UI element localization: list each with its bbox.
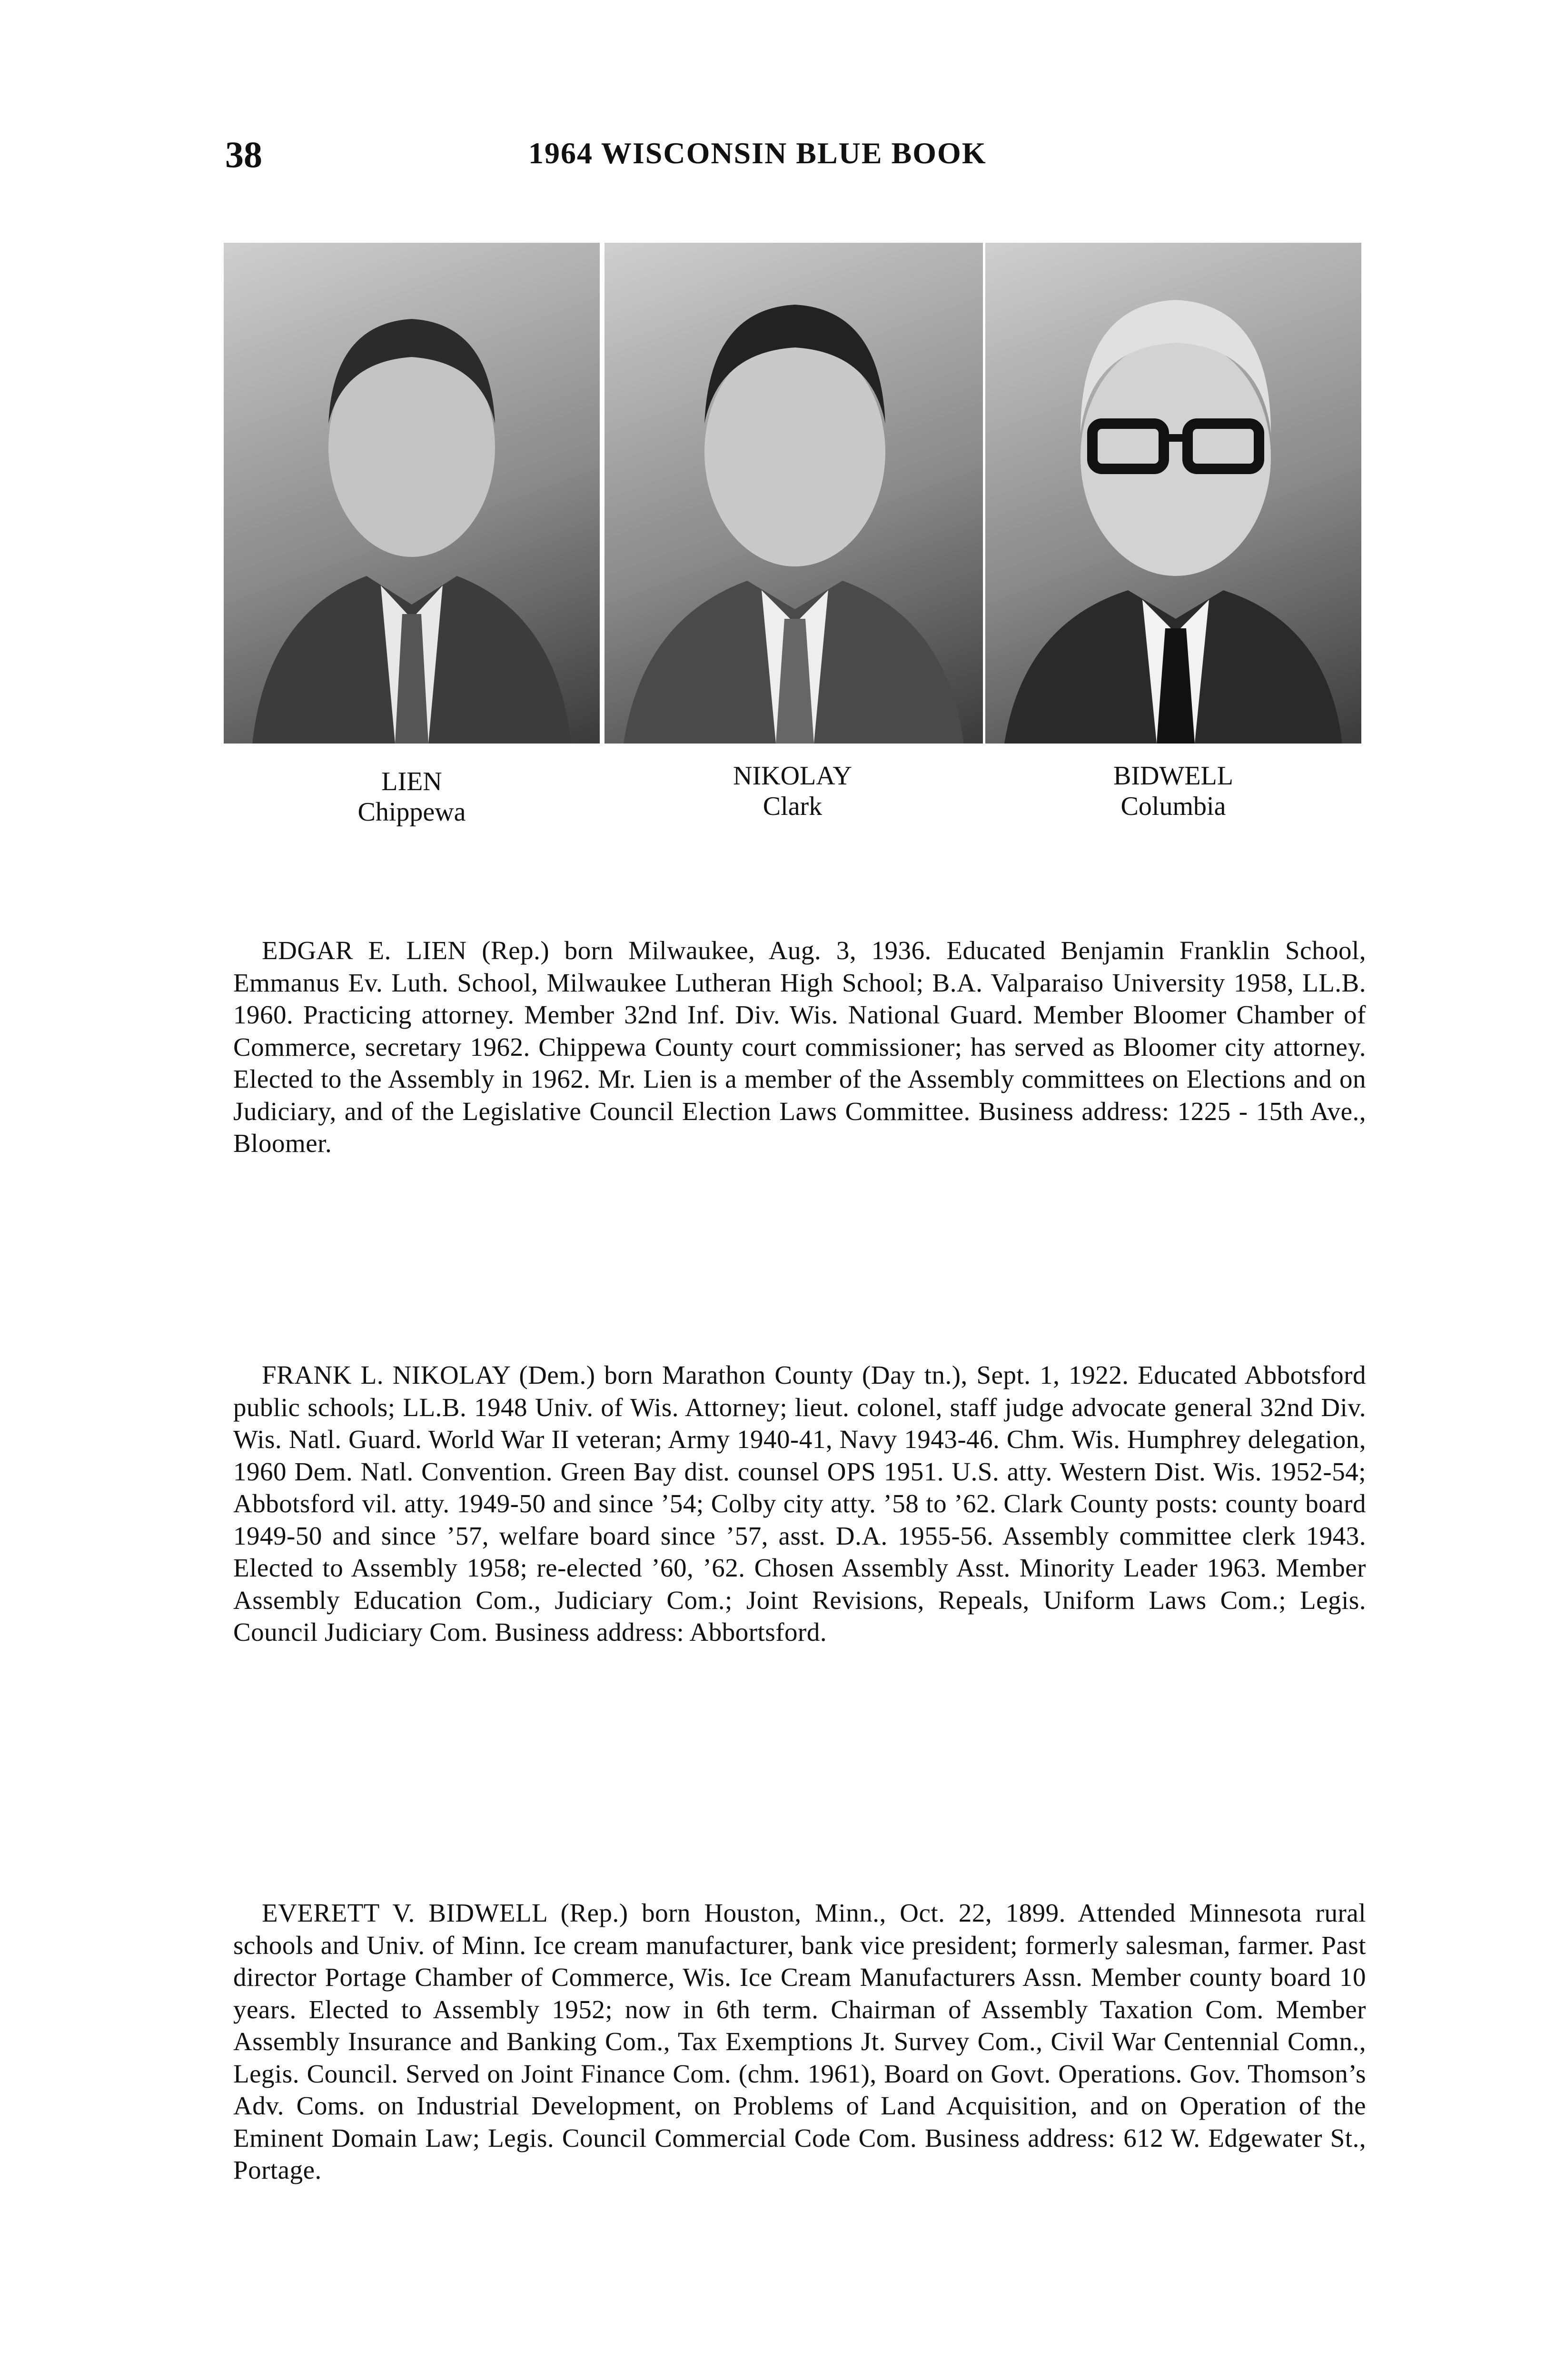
running-head: 1964 WISCONSIN BLUE BOOK bbox=[528, 136, 987, 170]
portrait-photo-lien bbox=[224, 243, 600, 744]
caption-name: NIKOLAY bbox=[733, 761, 852, 791]
person-silhouette-icon bbox=[985, 243, 1361, 744]
caption-lien bbox=[224, 766, 600, 827]
portrait-photo-nikolay bbox=[605, 243, 983, 744]
page-number: 38 bbox=[225, 134, 262, 175]
caption-name: LIEN bbox=[381, 767, 442, 796]
caption-nikolay bbox=[605, 761, 981, 822]
caption-name: BIDWELL bbox=[1113, 761, 1233, 791]
biography-nikolay: FRANK L. NIKOLAY (Dem.) born Marathon County (Day tn.), Sept. 1, 1922. Educated Abbotsford public schools; LL.B. 1948 Univ. of Wis. Attorney; lieut. colonel, staff judge advocate general 32nd Div. Wis. Natl. Guard. World War II veteran; Army 1940-41, Navy 1943-46. Chm. Wis. Humphrey delegation, 1960 Dem. Natl. Convention. Green Bay dist. counsel OPS 1951. U.S. atty. Western Dist. Wis. 1952-54; Abbotsford vil. atty. 1949-50 and since ’54; Colby city atty. ’58 to ’62. Clark County posts: county board 1949-50 and since ’57, welfare board since ’57, asst. D.A. 1955-56. Assembly committee clerk 1943. Elected to Assembly 1958; re-elected ’60, ’62. Chosen Assembly Asst. Minority Leader 1963. Member Assembly Education Com., Judiciary Com.; Joint Revisions, Repeals, Uniform Laws Com.; Legis. Council Judiciary Com. Business address: Abbortsford. bbox=[233, 1360, 1366, 1646]
person-silhouette-icon bbox=[224, 243, 600, 744]
biography-bidwell: EVERETT V. BIDWELL (Rep.) born Houston, Minn., Oct. 22, 1899. Attended Minnesota rural schools and Univ. of Minn. Ice cream manufacturer, bank vice president; formerly salesman, farmer. Past director Portage Chamber of Commerce, Wis. Ice Cream Manufacturers Assn. Member county board 10 years. Elected to Assembly 1952; now in 6th term. Chairman of Assembly Taxation Com. Member Assembly Insurance and Banking Com., Tax Exemptions Jt. Survey Com., Civil War Centennial Comn., Legis. Council. Served on Joint Finance Com. (chm. 1961), Board on Govt. Operations. Gov. Thomson’s Adv. Coms. on Industrial Development, on Problems of Land Acquisition, and on Operation of the Eminent Domain Law; Legis. Council Commercial Code Com. Business address: 612 W. Edgewater St., Portage. bbox=[233, 1898, 1366, 2184]
biography-lien: EDGAR E. LIEN (Rep.) born Milwaukee, Aug. 3, 1936. Educated Benjamin Franklin School, Emmanus Ev. Luth. School, Milwaukee Lutheran High School; B.A. Valparaiso University 1958, LL.B. 1960. Practicing attorney. Member 32nd Inf. Div. Wis. National Guard. Member Bloomer Chamber of Commerce, secretary 1962. Chippewa County court commissioner; has served as Bloomer city attorney. Elected to the Assembly in 1962. Mr. Lien is a member of the Assembly committees on Elections and on Judiciary, and of the Legislative Council Election Laws Committee. Business address: 1225 - 15th Ave., Bloomer. bbox=[233, 936, 1366, 1158]
caption-county: Columbia bbox=[1120, 792, 1226, 821]
person-silhouette-icon bbox=[605, 243, 983, 744]
portrait-photo-bidwell bbox=[985, 243, 1361, 744]
caption-county: Clark bbox=[763, 792, 823, 821]
caption-bidwell bbox=[985, 761, 1361, 822]
caption-county: Chippewa bbox=[357, 797, 466, 827]
